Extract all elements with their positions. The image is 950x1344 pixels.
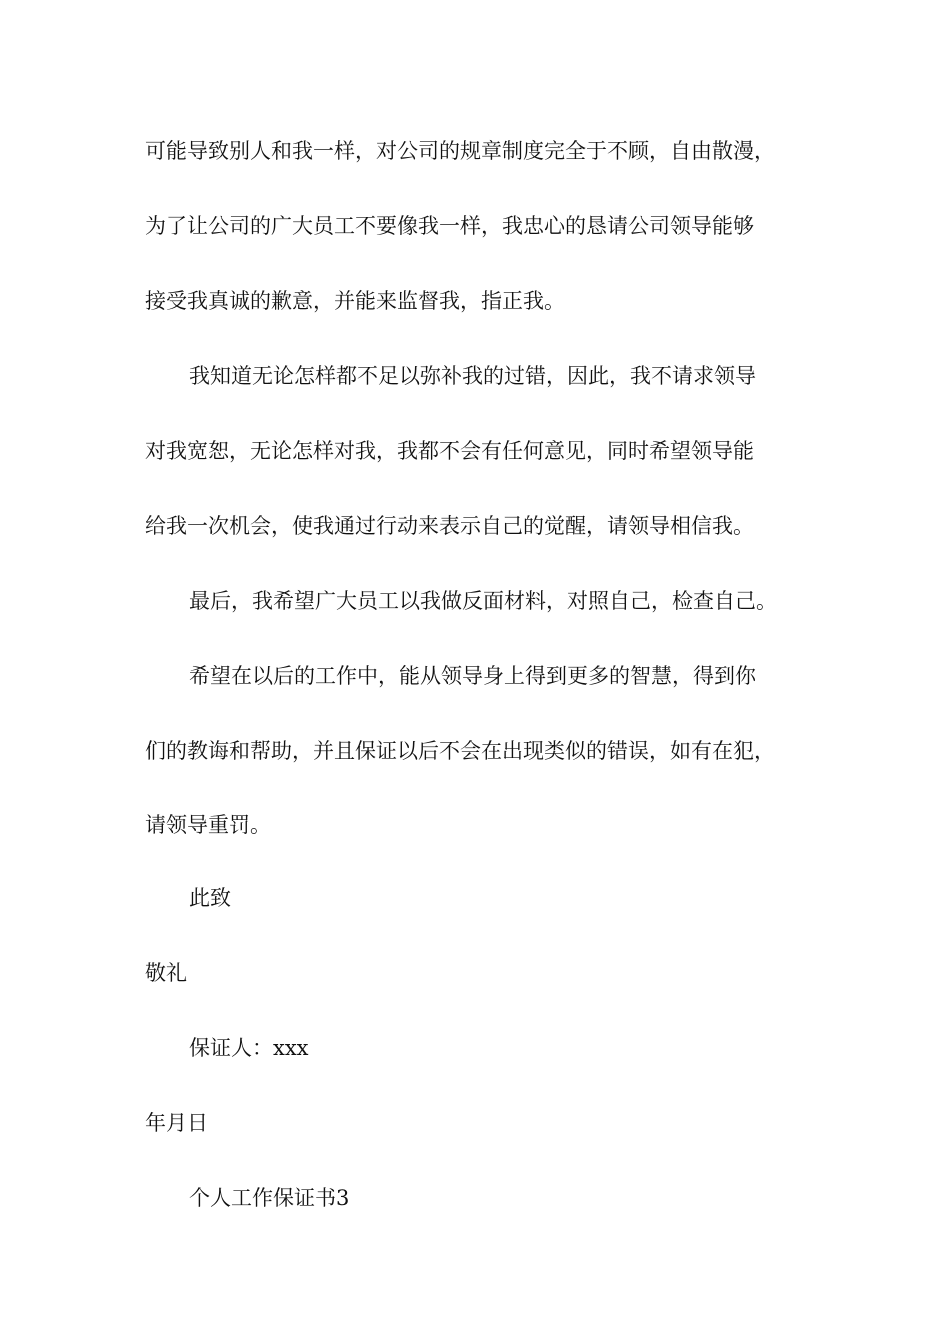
paragraph-line: 为了让公司的广大员工不要像我一样，我忠心的恳请公司领导能够 xyxy=(145,214,754,238)
paragraph-line: 对我宽恕，无论怎样对我，我都不会有任何意见，同时希望领导能 xyxy=(145,439,754,463)
paragraph-line: 我知道无论怎样都不足以弥补我的过错，因此，我不请求领导 xyxy=(189,364,756,388)
closing-salutation: 此致 xyxy=(189,886,231,910)
paragraph-line: 接受我真诚的歉意，并能来监督我，指正我。 xyxy=(145,289,565,313)
guarantor-signature: 保证人：xxx xyxy=(189,1036,309,1060)
paragraph-line: 可能导致别人和我一样，对公司的规章制度完全于不顾，自由散漫， xyxy=(145,139,775,163)
paragraph-line: 希望在以后的工作中，能从领导身上得到更多的智慧，得到你 xyxy=(189,664,756,688)
paragraph-line: 请领导重罚。 xyxy=(145,813,271,837)
date-line: 年月日 xyxy=(145,1111,208,1135)
paragraph-line: 最后，我希望广大员工以我做反面材料，对照自己，检查自己。 xyxy=(189,589,777,613)
closing-regards: 敬礼 xyxy=(145,961,187,985)
paragraph-line: 给我一次机会，使我通过行动来表示自己的觉醒，请领导相信我。 xyxy=(145,514,754,538)
paragraph-line: 们的教诲和帮助，并且保证以后不会在出现类似的错误，如有在犯， xyxy=(145,739,775,763)
section-heading: 个人工作保证书3 xyxy=(189,1186,350,1210)
